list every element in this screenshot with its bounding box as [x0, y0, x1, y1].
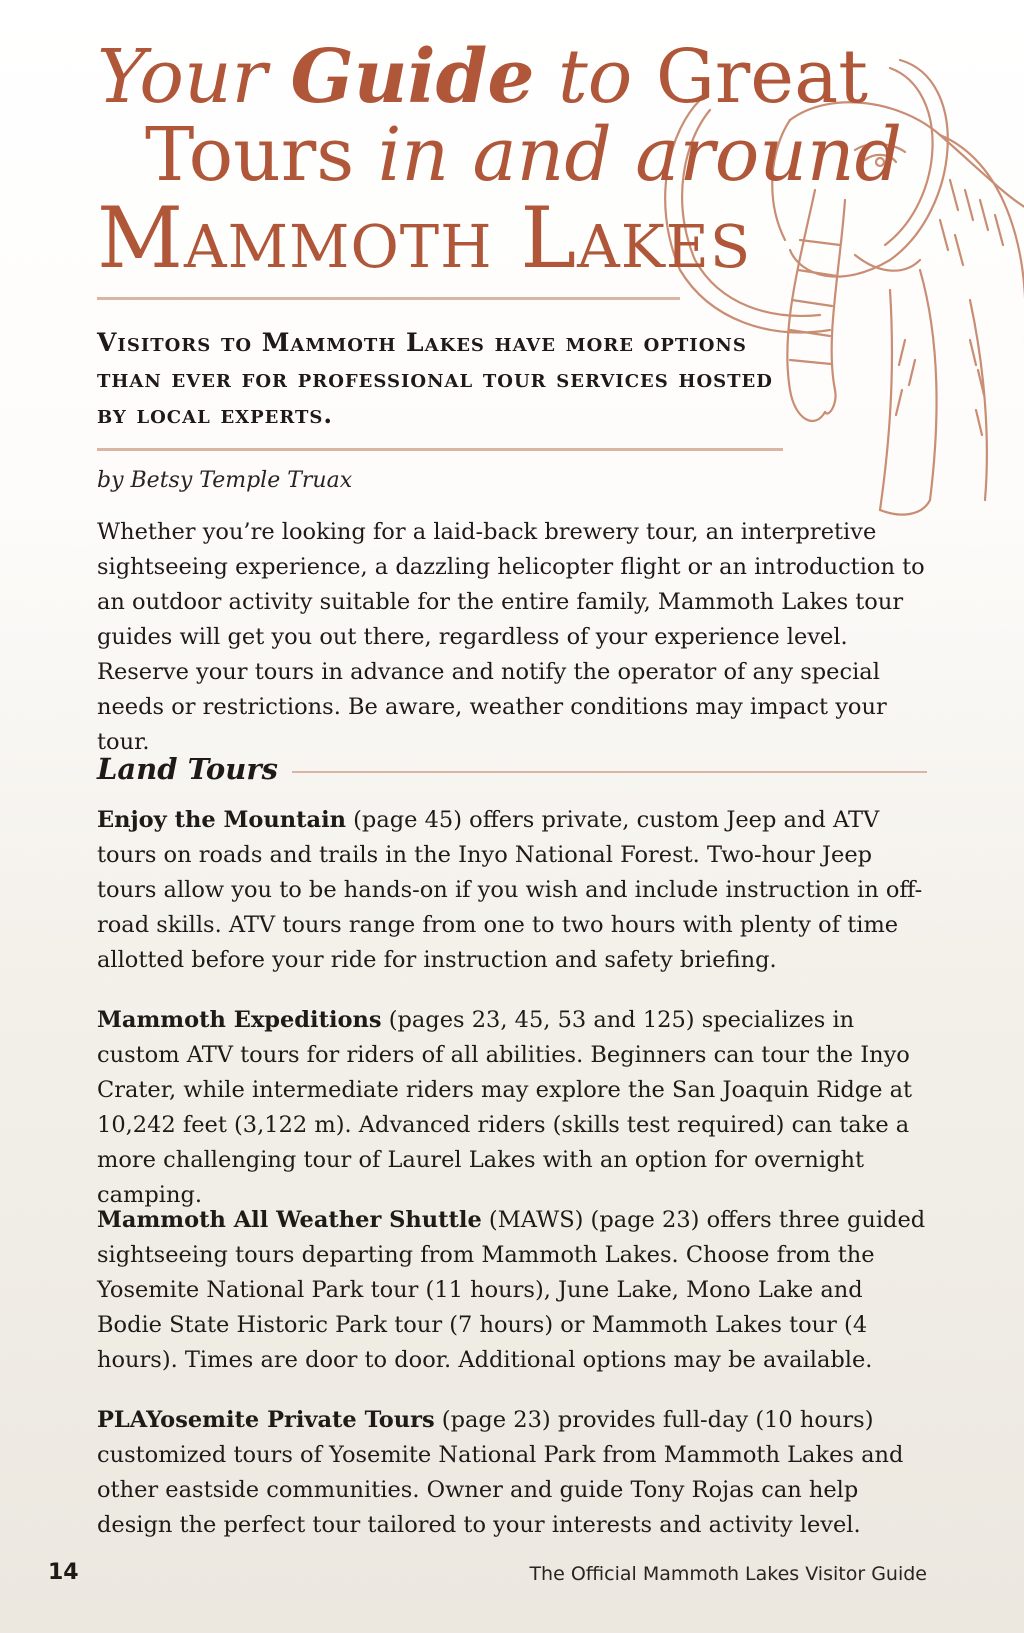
byline: by Betsy Temple Truax [97, 468, 353, 493]
section-heading-row [97, 752, 927, 786]
operator-name: Mammoth All Weather Shuttle [97, 1207, 482, 1233]
page-title [97, 34, 902, 287]
title-word-great: Great [655, 34, 868, 120]
deck-divider [97, 448, 783, 451]
intro-paragraph: Whether you’re looking for a laid-back brewery tour, an interpretive sightseeing experience, a dazzling helicopter flight or an introduction to an outdoor activity suitable for the entire family, Mammoth Lakes tour guides will get you out there, regardless of your experience level. Reserve your tours in advance and notify the operator of any special needs or restrictions. Be aware, weather conditions may impact your tour. [97, 519, 925, 755]
title-word-guide: Guide [290, 34, 535, 120]
footer-publication-title: The Official Mammoth Lakes Visitor Guide [529, 1563, 927, 1585]
paragraph-mammoth-all-weather-shuttle [97, 1203, 927, 1378]
title-word-to: to [534, 34, 656, 120]
operator-description: (pages 23, 45, 53 and 125) specializes in custom ATV tours for riders of all abilities. Beginners can tour the Inyo Crater, while intermediate riders may explore the San Joaquin Ridge at 10,242 feet (3,122 m). Advanced riders (skills test required) can take a more challenging tour of Laurel Lakes with an option for overnight camping. [97, 1007, 913, 1208]
paragraph-playosemite-private-tours [97, 1403, 927, 1543]
operator-description: (page 23) provides full-day (10 hours) customized tours of Yosemite National Park from Mammoth Lakes and other eastside communities. Owner and guide Tony Rojas can help design the perfect tour tailored to your interests and activity level. [97, 1407, 904, 1538]
operator-name: Enjoy the Mountain [97, 807, 346, 833]
section-heading-rule [292, 771, 927, 773]
title-word-tours: Tours [145, 112, 378, 198]
title-mammoth-lakes: Mammoth Lakes [97, 189, 752, 287]
title-phrase-in-and-around: in and around [377, 112, 902, 198]
operator-description: (page 45) offers private, custom Jeep and ATV tours on roads and trails in the Inyo National Forest. Two-hour Jeep tours allow you to be hands-on if you wish and include instruction in off-road skills. ATV tours range from one to two hours with plenty of time allotted before your ride for instruction and safety briefing. [97, 807, 923, 973]
page-number: 14 [48, 1560, 79, 1585]
title-divider-top [97, 297, 680, 300]
operator-name: Mammoth Expeditions [97, 1007, 382, 1033]
paragraph-enjoy-the-mountain [97, 803, 927, 978]
title-word-your: Your [97, 34, 291, 120]
paragraph-mammoth-expeditions [97, 1003, 927, 1213]
operator-name: PLAYosemite Private Tours [97, 1407, 435, 1433]
section-heading: Land Tours [97, 752, 278, 786]
operator-description: (MAWS) (page 23) offers three guided sightseeing tours departing from Mammoth Lakes. Choose from the Yosemite National Park tour (11 hours), June Lake, Mono Lake and Bodie State Historic Park tour (7 hours) or Mammoth Lakes tour (4 hours). Times are door to door. Additional options may be available. [97, 1207, 926, 1373]
deck-subtitle: Visitors to Mammoth Lakes have more options than ever for professional tour services hosted by local experts. [97, 328, 773, 429]
